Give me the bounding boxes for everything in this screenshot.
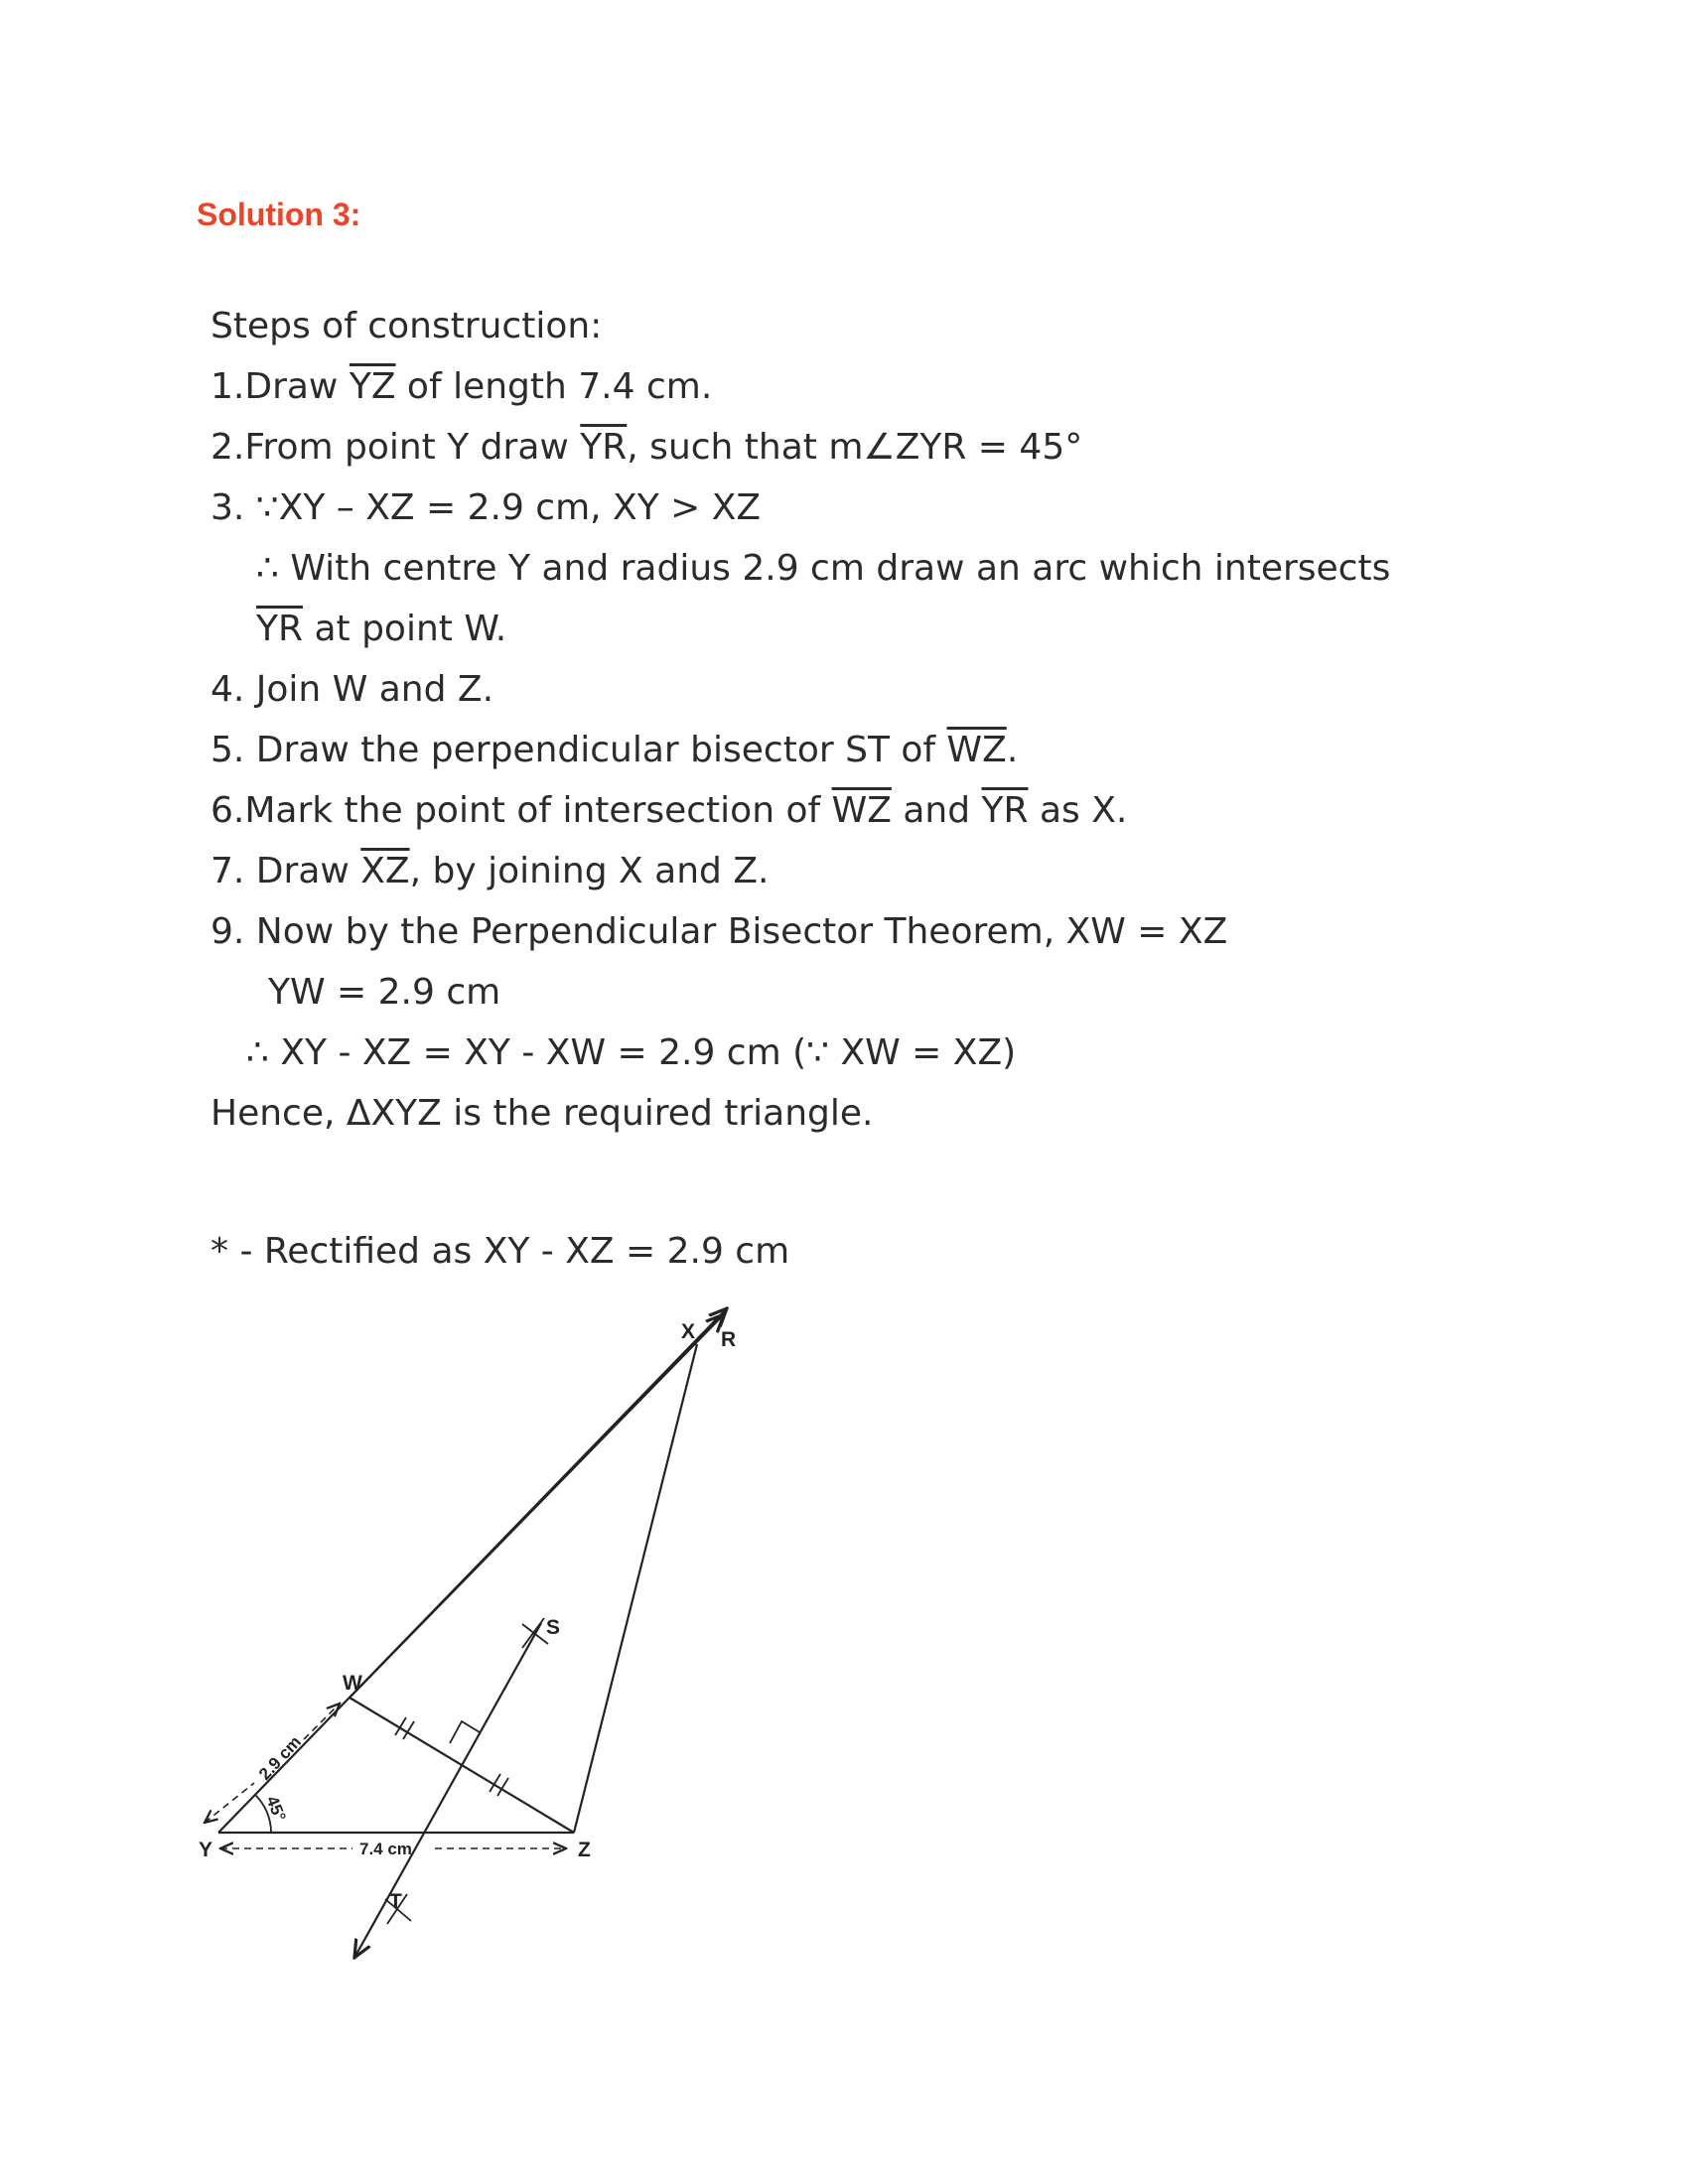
- label-yw-length: 2.9 cm: [255, 1732, 306, 1784]
- ray-wr-line: [350, 1314, 724, 1698]
- label-yz-length: 7.4 cm: [359, 1840, 412, 1858]
- conclusion: Hence, ΔXYZ is the required triangle.: [211, 1093, 874, 1134]
- segment-yz: $\overline{YZ}$: [349, 366, 396, 407]
- step-9-therefore: ∴ XY - XZ = XY - XW = 2.9 cm (∵ XW = XZ): [246, 1032, 1017, 1073]
- step-6-text-mid: and: [891, 790, 982, 831]
- step-7-text-end: , by joining X and Z.: [409, 851, 770, 891]
- label-y: Y: [199, 1839, 213, 1861]
- step-6-text-end: as X.: [1028, 790, 1128, 831]
- step-1-text-end: of length 7.4 cm.: [395, 366, 713, 407]
- segment-wz: $\overline{WZ}$: [831, 790, 892, 831]
- step-6-text: 6.Mark the point of intersection of: [211, 790, 832, 831]
- step-9-yw: YW = 2.9 cm: [268, 972, 501, 1013]
- step-5-text: 5. Draw the perpendicular bisector ST of: [211, 730, 947, 770]
- label-angle: 45°: [262, 1793, 290, 1825]
- segment-xz-line: [574, 1344, 697, 1833]
- arc-cross-s: [522, 1618, 548, 1648]
- label-z: Z: [578, 1839, 591, 1861]
- ray-yr: $\overline{YR}$: [580, 427, 628, 468]
- rectified-note: * - Rectified as XY - XZ = 2.9 cm: [211, 1231, 790, 1272]
- label-t: T: [389, 1890, 402, 1913]
- step-3: 3. ∵XY – XZ = 2.9 cm, XY > XZ: [211, 487, 762, 528]
- step-1-text: 1.Draw: [211, 366, 350, 407]
- label-s: S: [546, 1616, 561, 1639]
- step-2-text: 2.From point Y draw: [211, 427, 581, 468]
- label-w: W: [343, 1672, 362, 1695]
- step-5-text-end: .: [1006, 730, 1019, 770]
- step-9: 9. Now by the Perpendicular Bisector Theorem, XW = XZ: [211, 911, 1228, 952]
- segment-xz: $\overline{XZ}$: [360, 851, 410, 891]
- ray-yr: $\overline{YR}$: [981, 790, 1029, 831]
- steps-title: Steps of construction:: [211, 306, 603, 346]
- label-r: R: [721, 1328, 737, 1351]
- step-3-text-end: at point W.: [303, 609, 507, 649]
- ray-yr: $\overline{YR}$: [256, 609, 304, 649]
- measure-yw: [304, 1704, 340, 1739]
- step-4: 4. Join W and Z.: [211, 669, 494, 710]
- solution-heading: Solution 3:: [197, 197, 361, 232]
- step-2-text-end: , such that m∠ZYR = 45°: [627, 427, 1083, 468]
- segment-wz: $\overline{WZ}$: [946, 730, 1007, 770]
- step-3-therefore: ∴ With centre Y and radius 2.9 cm draw an arc which intersects: [256, 548, 1391, 589]
- step-7-text: 7. Draw: [211, 851, 361, 891]
- label-x: X: [681, 1320, 696, 1343]
- bisector-st-line: [354, 1623, 541, 1958]
